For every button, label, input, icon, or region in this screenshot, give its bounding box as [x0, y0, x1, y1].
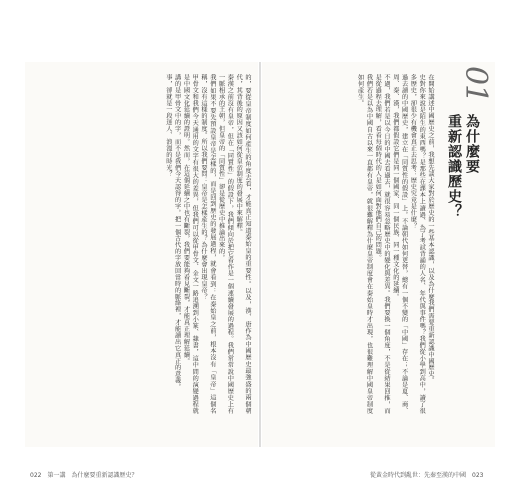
right-page	[262, 62, 495, 447]
left-page	[25, 62, 258, 447]
left-page-body: 的，要從皇帝制度如何產生的角度去看，才能真正知道秦始皇的重要性。以及，漢、唐作為中國歷史最強盛的兩個朝代，其背後的原因又該如何從皇帝制度的發展中來解釋。 秦漢之前沒有皇帝，但在「同質性」的假設下，我們傾向於把它看作是一個連續發展的過程。我們常常說中國歷史上有一脈相承的王朝，但皇帝的「同質性」卻是從歷史中推論出來的。 我們如果不要先預設皇帝是怎樣的，而是回到歷史的發展過程，就會看到：在秦始皇之前，根本沒有「皇帝」這個名稱，沒有這樣的制度。所以我們要問：皇帝是怎樣產生的？為什麼會出現皇帝？ 甲骨文和我們今天通用的文字有很大的差異，但我們可以從甲骨文、金文一路追溯到小篆、隸書，這中間的演變過程就是中國文化延續的證明。然而，在這個延續之中也有斷裂，我們要能夠看見斷裂，才能真正理解延續。 講的是甲骨文中的字，而不是我們今天認得的字。把一個古代的字放回當時的脈絡裡，才能讀出它真正的意義。 事，卻就是一段迷人、浪漫的時光？	[164, 74, 251, 414]
right-page-body: 在開始講述中國歷史之前，我想先談大家對於歷史的一些基本認識，以及為什麼我們需要重新認識中國歷史。 史對你來說是陌生的東西嗎？是那些在課本上讀過、為了考試背誦的人名、年代與事件嗎？我們從小學到高中，讀了很多歷史，卻很少有機會真正去思考：歷史究竟是什麼？ 過去讀的中國歷史，建立在「同質性的假設」上。不論朝代如何更替，總有一個不變的「中國」存在；不論是夏、商、周、秦、漢，我們都假設它們是同一個國家、同一個民族、同一種文化的延續。 不過，我們若是以今日的中國去看過去，就很容易忽略歷史中的變化與差異。我們要換一個角度，不是從結果回推，而是從過程去理解，看看每個時代的人是如何面對他們自己的問題。 我們若是以為中國自古以來一直都有皇帝，就很難解釋為什麼皇帝制度會在秦始皇時才出現，也很難理解中國皇帝制度如何產生。	[356, 74, 434, 414]
right-folio: 從黃金時代到亂世：先秦至漢的中國 023	[370, 472, 484, 479]
chapter-title-line-1: 為什麼要	[464, 114, 480, 174]
left-folio: 022 第一講 為什麼要重新認識歷史？	[30, 472, 138, 479]
chapter-title-line-2: 重新認識歷史？	[446, 114, 462, 219]
chapter-number: 01	[458, 66, 493, 103]
book-gutter	[259, 62, 261, 447]
chapter-heading	[440, 66, 492, 266]
